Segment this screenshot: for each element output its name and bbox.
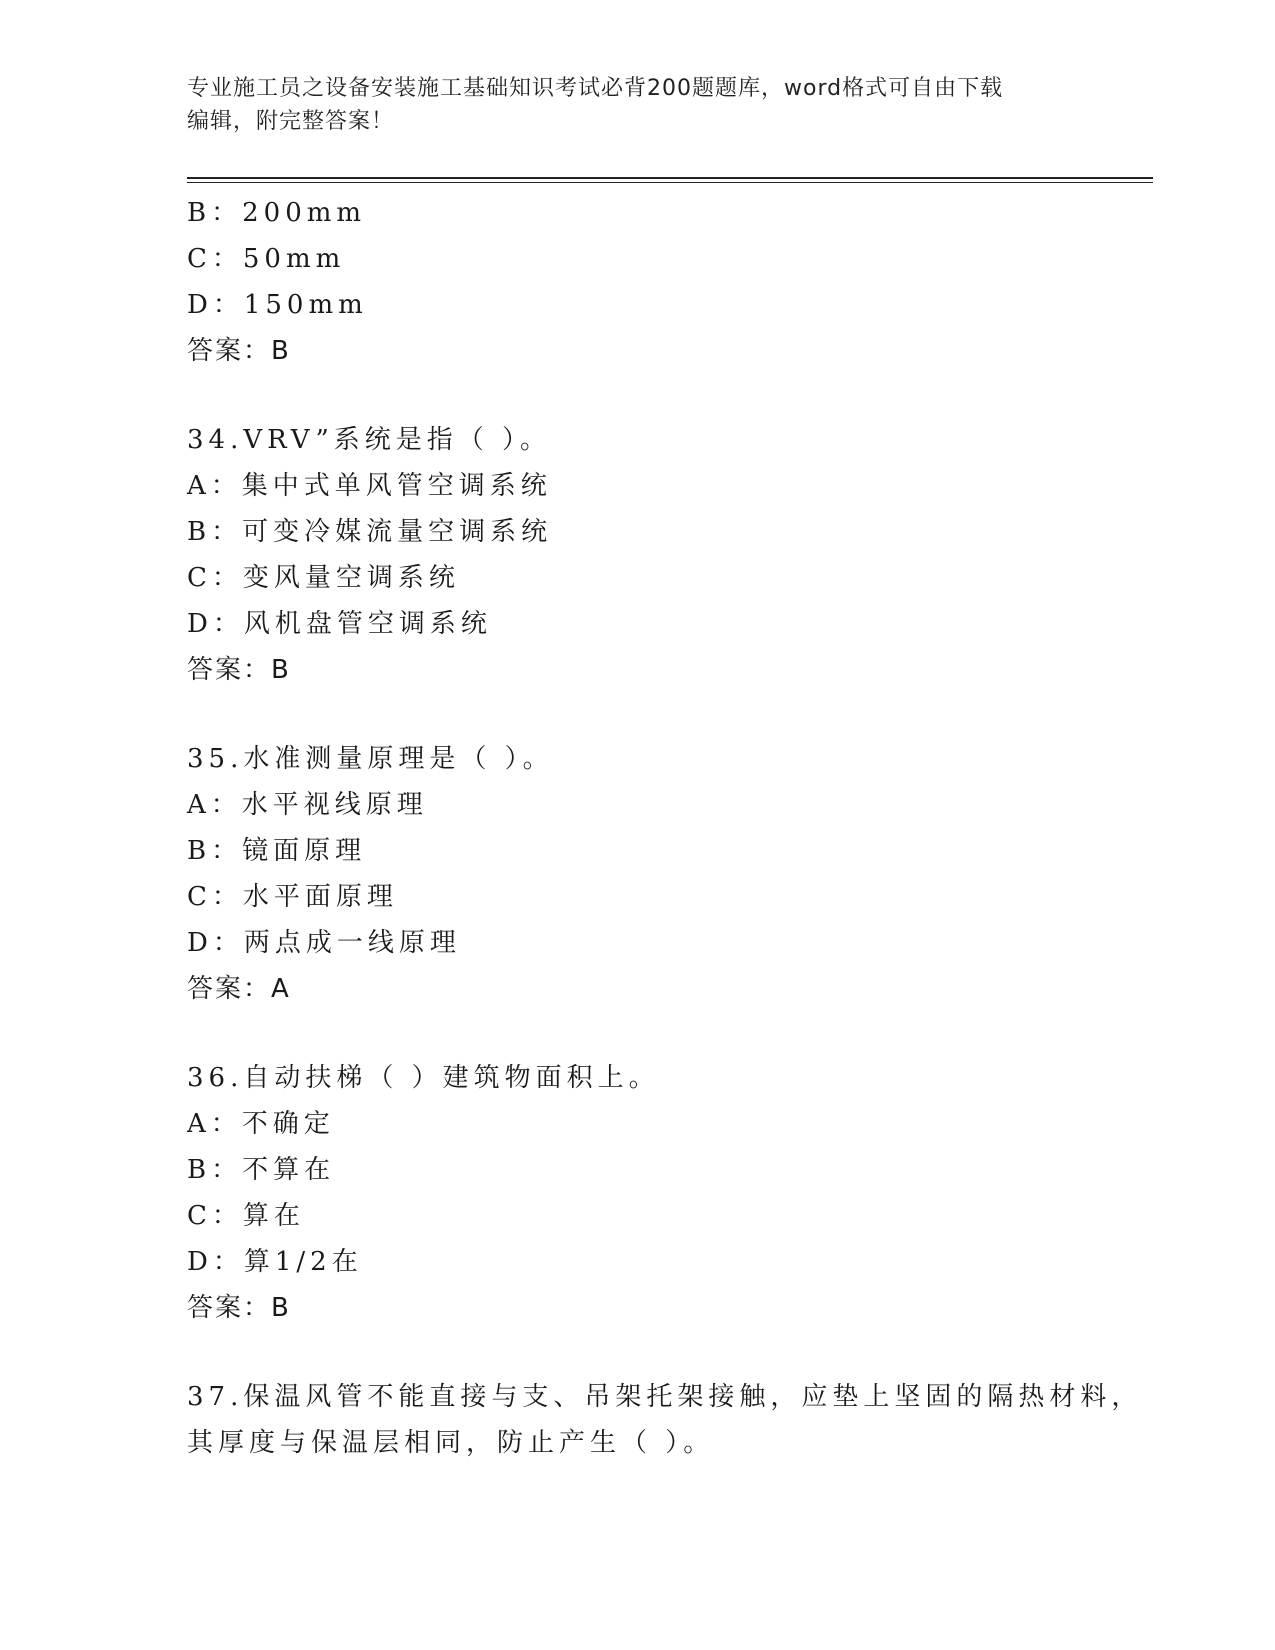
option-c: C：水平面原理 bbox=[187, 882, 398, 912]
option-d: D：两点成一线原理 bbox=[187, 928, 461, 958]
answer-label: 答案：B bbox=[187, 655, 291, 685]
option-b: B：不算在 bbox=[187, 1155, 336, 1185]
header-title-line-2: 编辑，附完整答案！ bbox=[187, 109, 395, 134]
answer-label: 答案：B bbox=[187, 336, 291, 366]
question-37 bbox=[187, 1374, 1143, 1466]
option-c: C：算在 bbox=[187, 1201, 305, 1231]
option-c: C：变风量空调系统 bbox=[187, 563, 460, 593]
option-d: D：风机盘管空调系统 bbox=[187, 609, 492, 639]
question-list bbox=[187, 190, 1143, 1466]
option-a: A：不确定 bbox=[187, 1109, 335, 1139]
option-b: B：200mm bbox=[187, 198, 367, 228]
header-title-line-1: 专业施工员之设备安装施工基础知识考试必背200题题库，word格式可自由下载 bbox=[187, 76, 1004, 101]
question-text-line-2: 其厚度与保温层相同，防止产生（ ）。 bbox=[187, 1428, 715, 1458]
header-divider-thin bbox=[187, 182, 1153, 183]
option-b: B：可变冷媒流量空调系统 bbox=[187, 517, 553, 547]
question-text: 36.自动扶梯（ ）建筑物面积上。 bbox=[187, 1063, 660, 1093]
option-c: C：50mm bbox=[187, 244, 346, 274]
question-text: 35.水准测量原理是（ ）。 bbox=[187, 744, 554, 774]
option-a: A：集中式单风管空调系统 bbox=[187, 471, 552, 501]
question-33-continued bbox=[187, 190, 1117, 374]
question-text: 34.VRV”系统是指（ ）。 bbox=[187, 425, 552, 455]
option-d: D：算1/2在 bbox=[187, 1247, 363, 1277]
option-d: D：150mm bbox=[187, 290, 368, 320]
option-a: A：水平视线原理 bbox=[187, 790, 428, 820]
answer-label: 答案：A bbox=[187, 974, 291, 1004]
question-35 bbox=[187, 736, 1117, 1012]
header-divider-thick bbox=[187, 177, 1153, 179]
document-header bbox=[187, 72, 1087, 138]
question-34 bbox=[187, 417, 1117, 693]
answer-label: 答案：B bbox=[187, 1293, 291, 1323]
question-text-line-1: 37.保温风管不能直接与支、吊架托架接触，应垫上坚固的隔热材料， bbox=[187, 1382, 1143, 1412]
option-b: B：镜面原理 bbox=[187, 836, 367, 866]
question-36 bbox=[187, 1055, 1117, 1331]
